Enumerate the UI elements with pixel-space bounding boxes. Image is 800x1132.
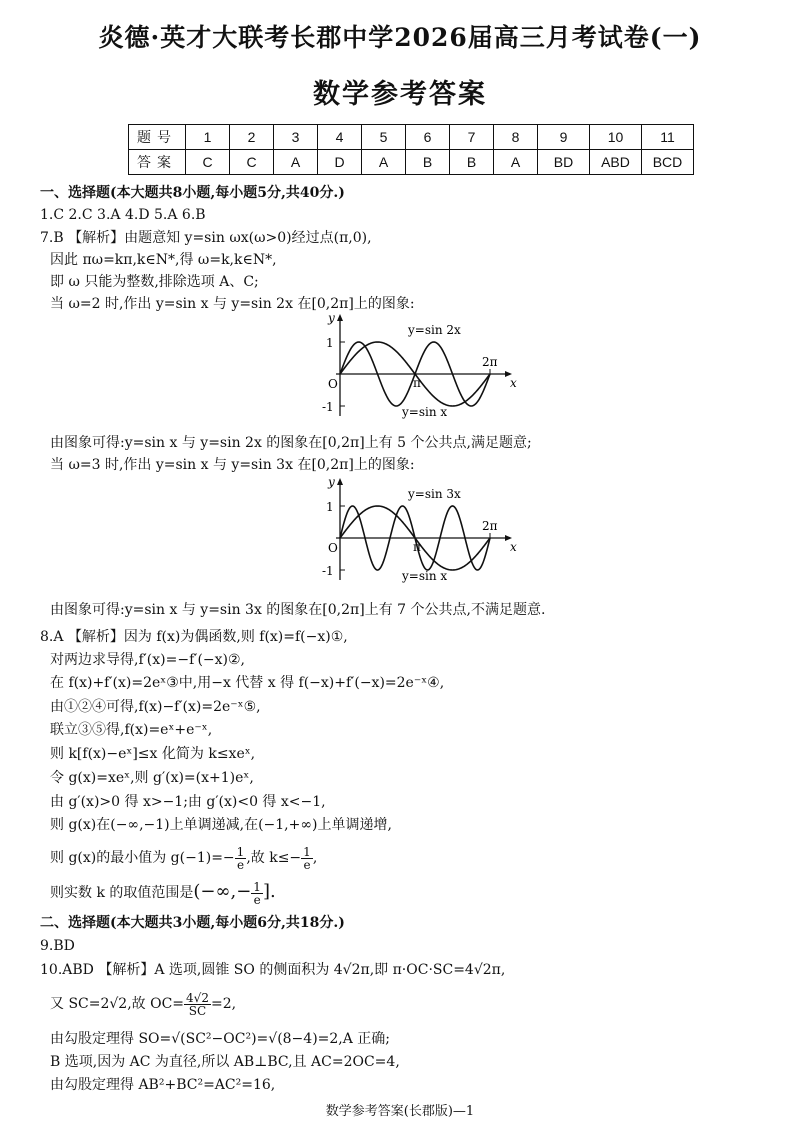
q7-line-7: 由图象可得:y=sin x 与 y=sin 3x 的图象在[0,2π]上有 7 个公共点,不满足题意.: [50, 602, 546, 618]
q7-line-1: 7.B 【解析】由题意知 y=sin ωx(ω>0)经过点(π,0),: [40, 230, 372, 246]
tick-label-2pi: 2π: [482, 519, 498, 533]
curve-label-sin-kx: y=sin 3x: [408, 487, 461, 501]
answer-cell: D: [318, 150, 362, 175]
x-axis-label: x: [510, 540, 517, 554]
q8-line-11: [50, 878, 276, 907]
answer-cell: A: [274, 150, 318, 175]
y-axis-label: y: [328, 475, 335, 489]
fraction-numerator: 1: [253, 879, 261, 894]
section-2-heading: 二、选择题(本大题共3小题,每小题6分,共18分.): [40, 915, 345, 931]
q8-line-10: [50, 844, 317, 872]
q8-line-1: 8.A 【解析】因为 f(x)为偶函数,则 f(x)=f(−x)①,: [40, 629, 348, 645]
answer-table-answer-row: [129, 150, 694, 175]
q10-line-2: [50, 990, 236, 1018]
exam-title: 炎德·英才大联考长郡中学2026届高三月考试卷(一): [98, 23, 702, 52]
q8-range-close: ].: [262, 881, 276, 902]
fraction-1-over-e: [235, 846, 247, 871]
answers-1-6: 1.C 2.C 3.A 4.D 5.A 6.B: [40, 207, 206, 223]
fraction-numerator: 1: [303, 844, 311, 859]
q8-line-5: 联立③⑤得,f(x)=eˣ+e⁻ˣ,: [50, 722, 213, 738]
curve-label-sin-x: y=sin x: [402, 405, 448, 419]
q8-range-text: 则实数 k 的取值范围是: [50, 885, 194, 901]
fraction-1-over-e: [251, 881, 263, 906]
question-number-cell: 11: [642, 125, 694, 150]
graph-sin-x-sin-3x: [320, 475, 517, 591]
answer-cell: B: [406, 150, 450, 175]
row-label-number: 题号: [129, 125, 186, 150]
question-number-cell: 4: [318, 125, 362, 150]
tick-label-pi: π: [413, 540, 421, 554]
curve-label-sin-x: y=sin x: [402, 569, 448, 583]
fraction-numerator: 4√2: [186, 990, 209, 1005]
q10-line-5: 由勾股定理得 AB²+BC²=AC²=16,: [50, 1077, 276, 1093]
q8-line-6: 则 k[f(x)−eˣ]≤x 化简为 k≤xeˣ,: [50, 746, 256, 762]
q8-line-3: 在 f(x)+f′(x)=2eˣ③中,用−x 代替 x 得 f(−x)+f′(−x)=2e⁻ˣ④,: [50, 675, 445, 691]
origin-label: O: [328, 541, 338, 555]
y-axis-label: y: [328, 311, 335, 325]
question-number-cell: 9: [538, 125, 590, 150]
q8-k-text: ,故 k≤−: [246, 850, 302, 866]
tick-label-neg1: -1: [322, 400, 334, 414]
question-number-cell: 5: [362, 125, 406, 150]
q7-line-5: 由图象可得:y=sin x 与 y=sin 2x 的图象在[0,2π]上有 5 个公共点,满足题意;: [50, 435, 532, 451]
answer-cell: BCD: [642, 150, 694, 175]
q8-comma: ,: [312, 850, 318, 866]
fraction-numerator: 1: [236, 844, 245, 859]
answer-table: [128, 124, 694, 175]
q7-line-2: 因此 πω=kπ,k∈N*,得 ω=k,k∈N*,: [50, 252, 277, 268]
answer-cell: A: [494, 150, 538, 175]
x-axis-label: x: [510, 376, 517, 390]
question-number-cell: 6: [406, 125, 450, 150]
q10-sc-text: 又 SC=2√2,故 OC=: [50, 996, 185, 1012]
q7-line-6: 当 ω=3 时,作出 y=sin x 与 y=sin 3x 在[0,2π]上的图象:: [50, 457, 415, 473]
question-number-cell: 1: [186, 125, 230, 150]
q10-line-4: B 选项,因为 AC 为直径,所以 AB⊥BC,且 AC=2OC=4,: [50, 1054, 400, 1070]
question-number-cell: 7: [450, 125, 494, 150]
fraction-denominator: e: [303, 857, 311, 872]
q8-line-7: 令 g(x)=xeˣ,则 g′(x)=(x+1)eˣ,: [50, 770, 254, 786]
fraction-1-over-e: [301, 846, 313, 871]
page-footer: 数学参考答案(长郡版)—1: [325, 1104, 475, 1119]
tick-label-neg1: -1: [322, 564, 334, 578]
question-number-cell: 3: [274, 125, 318, 150]
y-axis-arrow: [337, 478, 343, 485]
page-subtitle: 数学参考答案: [313, 79, 487, 110]
q8-line-8: 由 g′(x)>0 得 x>−1;由 g′(x)<0 得 x<−1,: [50, 794, 326, 810]
fraction-oc: [184, 992, 211, 1017]
q7-line-3: 即 ω 只能为整数,排除选项 A、C;: [50, 274, 259, 290]
tick-label-1: 1: [326, 500, 334, 514]
q8-line-4: 由①②④可得,f(x)−f′(x)=2e⁻ˣ⑤,: [50, 699, 261, 715]
row-label-answer: 答案: [129, 150, 186, 175]
question-number-cell: 8: [494, 125, 538, 150]
tick-label-2pi: 2π: [482, 355, 498, 369]
q10-line-1: 10.ABD 【解析】A 选项,圆锥 SO 的侧面积为 4√2π,即 π·OC·SC=4√2π,: [40, 962, 506, 978]
q10-line-3: 由勾股定理得 SO=√(SC²−OC²)=√(8−4)=2,A 正确;: [50, 1031, 391, 1047]
fraction-denominator: e: [236, 857, 245, 872]
answer-cell: A: [362, 150, 406, 175]
answer-cell: B: [450, 150, 494, 175]
tick-label-pi: π: [413, 376, 421, 390]
answer-cell: C: [230, 150, 274, 175]
answer-table-number-row: [129, 125, 694, 150]
q10-oc-value: =2,: [210, 996, 237, 1012]
q7-line-4: 当 ω=2 时,作出 y=sin x 与 y=sin 2x 在[0,2π]上的图象:: [50, 296, 415, 312]
graph-sin-x-sin-2x: [320, 311, 517, 422]
origin-label: O: [328, 377, 338, 391]
answer-cell: BD: [538, 150, 590, 175]
section-1-heading: 一、选择题(本大题共8小题,每小题5分,共40分.): [40, 185, 345, 201]
answer-cell: C: [186, 150, 230, 175]
fraction-denominator: e: [253, 892, 261, 907]
curve-label-sin-kx: y=sin 2x: [408, 323, 461, 337]
answer-9: 9.BD: [40, 938, 75, 954]
y-axis-arrow: [337, 314, 343, 321]
fraction-denominator: SC: [188, 1003, 207, 1018]
question-number-cell: 2: [230, 125, 274, 150]
question-number-cell: 10: [590, 125, 642, 150]
q8-line-2: 对两边求导得,f′(x)=−f′(−x)②,: [50, 652, 246, 668]
answer-cell: ABD: [590, 150, 642, 175]
q8-line-9: 则 g(x)在(−∞,−1)上单调递减,在(−1,+∞)上单调递增,: [50, 817, 392, 833]
q8-min-text: 则 g(x)的最小值为 g(−1)=−: [50, 850, 235, 866]
q8-range-open: (−∞,−: [193, 881, 252, 902]
tick-label-1: 1: [326, 336, 334, 350]
